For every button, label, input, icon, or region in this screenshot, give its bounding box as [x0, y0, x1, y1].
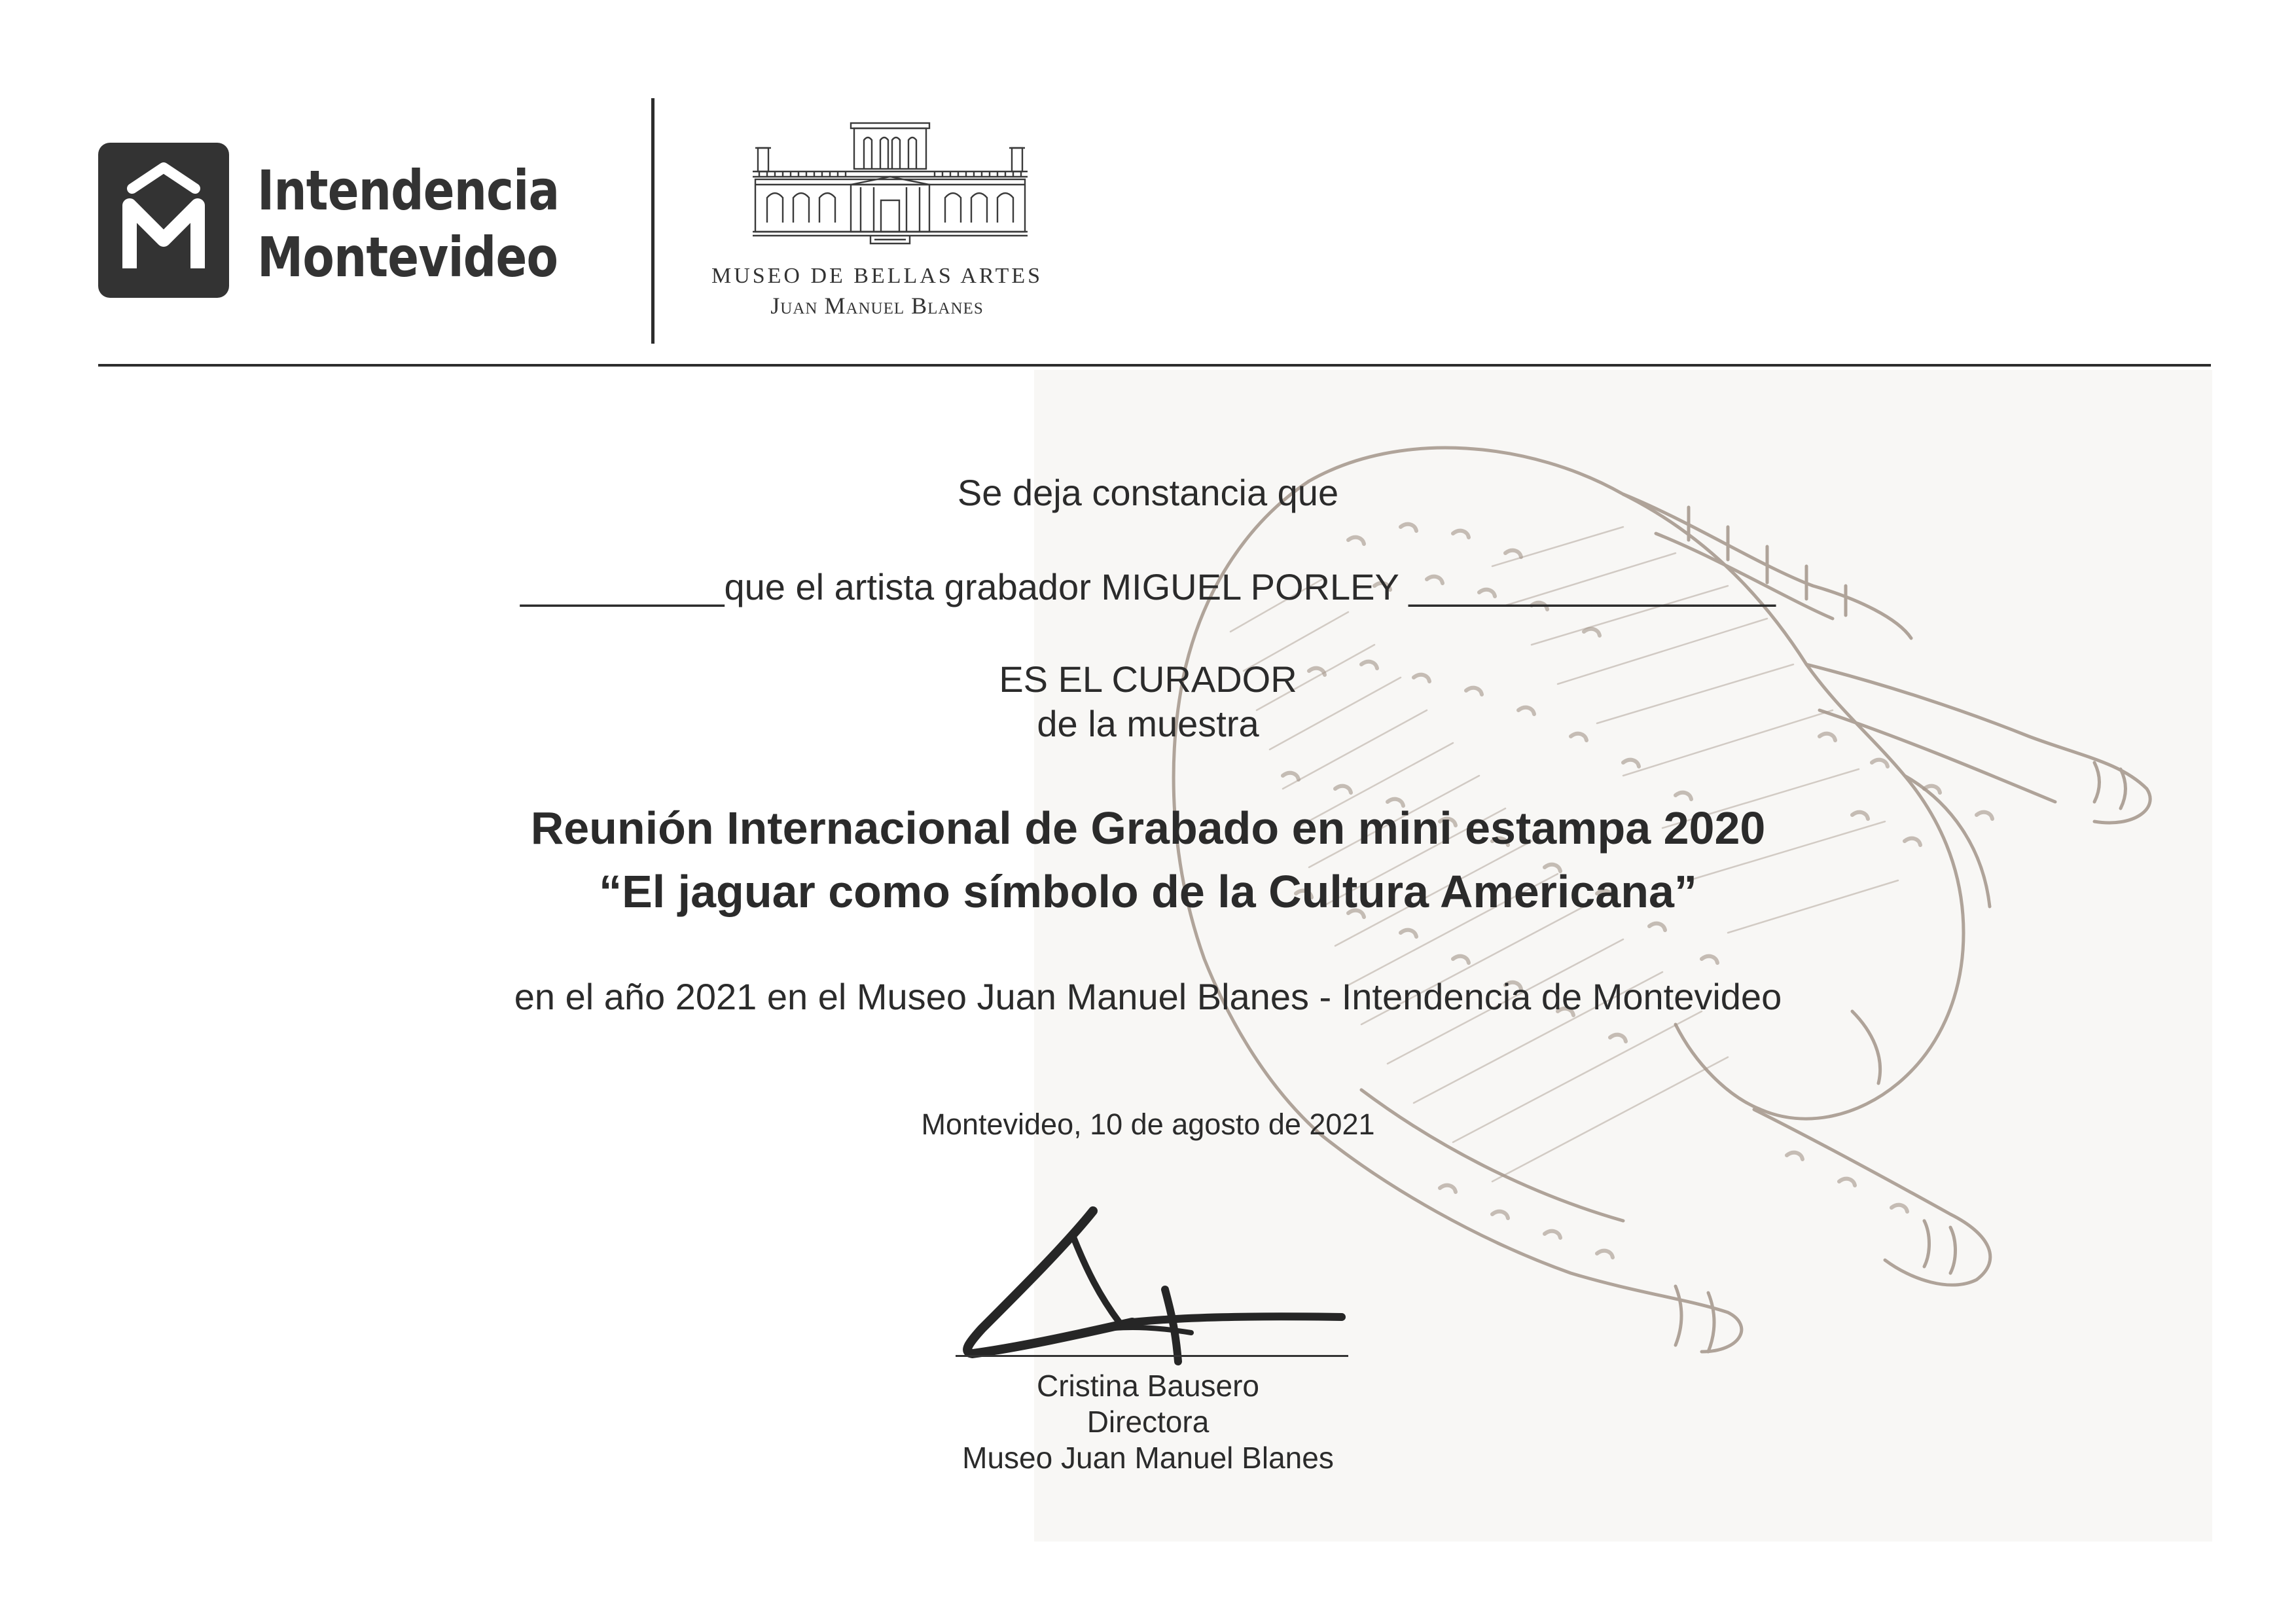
intendencia-logo-mark [98, 143, 229, 298]
museum-building-logo [753, 117, 1028, 251]
intendencia-line1: Intendencia [257, 158, 560, 223]
museum-name [681, 262, 1073, 321]
exhibition-prefix: de la muestra [1037, 703, 1259, 744]
artist-line: __________que el artista grabador MIGUEL PORLEY __________________ [520, 566, 1776, 607]
signatory-name: Cristina Bausero [1036, 1369, 1260, 1403]
intendencia-wordmark [257, 157, 559, 291]
year-location-line: en el año 2021 en el Museo Juan Manuel Blanes - Intendencia de Montevideo [514, 976, 1782, 1017]
signatory-organization: Museo Juan Manuel Blanes [962, 1441, 1334, 1475]
role-line: ES EL CURADOR [999, 659, 1297, 700]
exhibition-title: Reunión Internacional de Grabado en mini estampa 2020 [530, 803, 1766, 854]
exhibition-subtitle: “El jaguar como símbolo de la Cultura Americana” [599, 866, 1697, 917]
intendencia-line2: Montevideo [257, 225, 558, 289]
place-date: Montevideo, 10 de agosto de 2021 [921, 1108, 1375, 1141]
signatory-role: Directora [1086, 1405, 1210, 1439]
header-vertical-divider [651, 98, 655, 344]
intro-line: Se deja constancia que [957, 472, 1339, 513]
signature-line [956, 1355, 1348, 1357]
header-horizontal-rule [98, 364, 2211, 367]
museum-name-line1: MUSEO DE BELLAS ARTES [711, 264, 1043, 288]
museum-name-line2: Juan Manuel Blanes [770, 293, 984, 319]
handwritten-signature [942, 1198, 1361, 1371]
